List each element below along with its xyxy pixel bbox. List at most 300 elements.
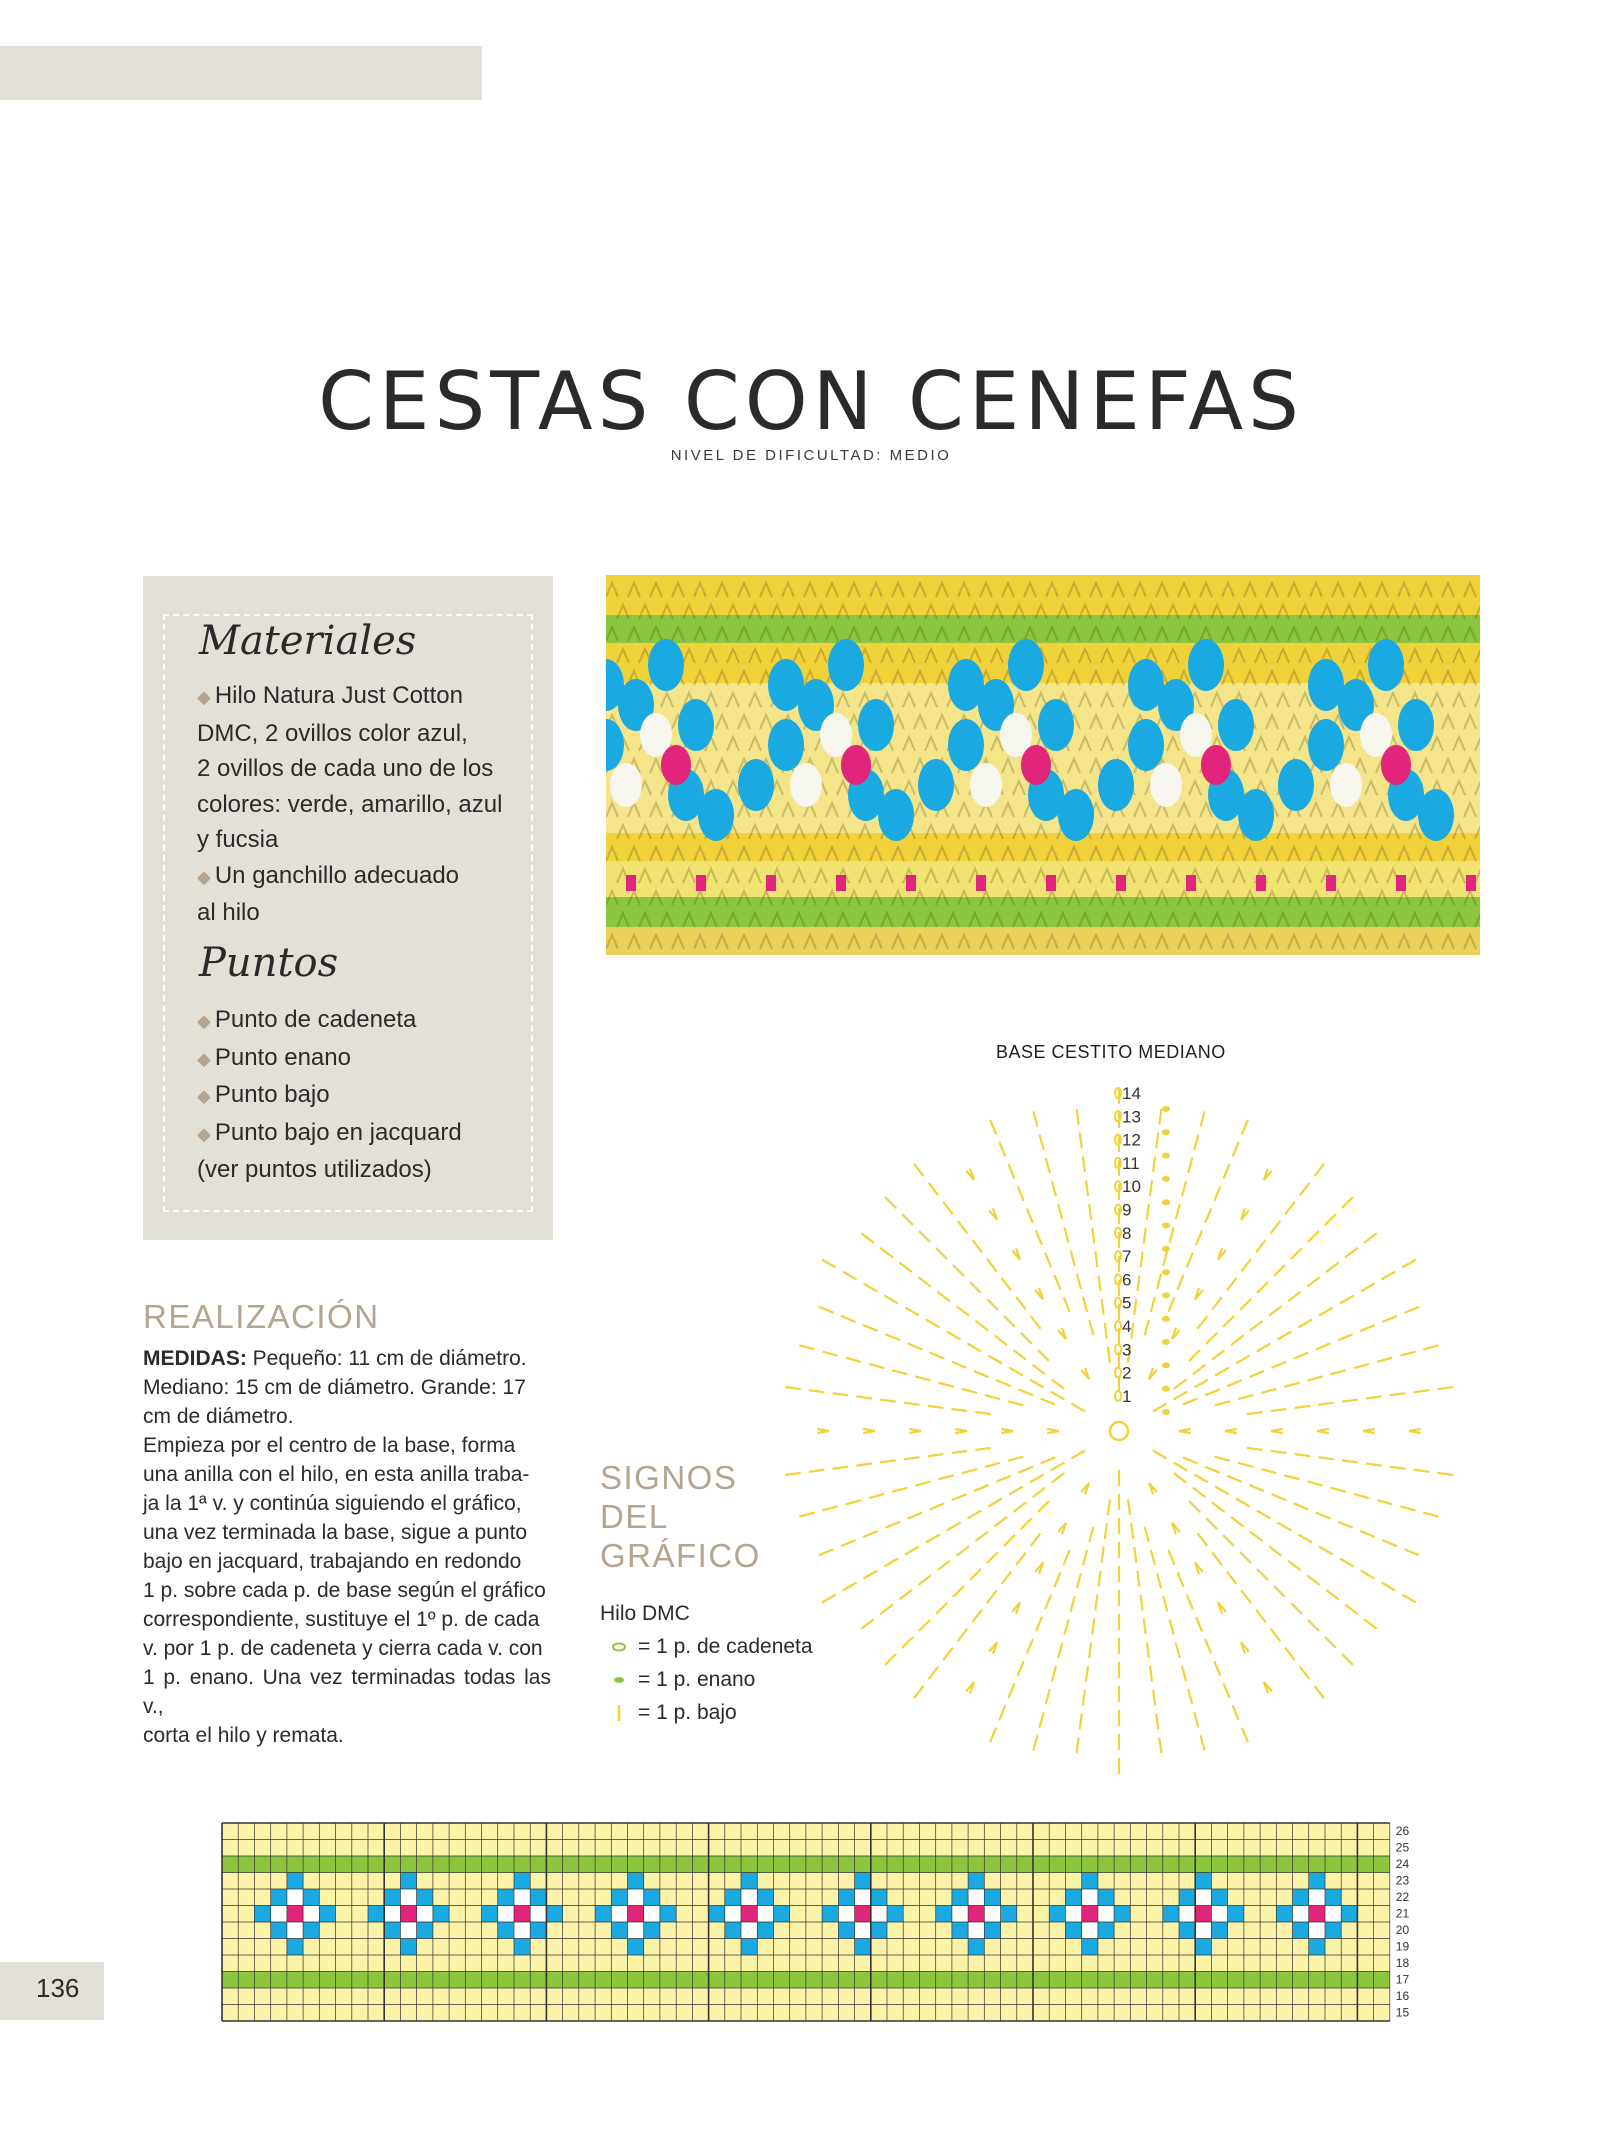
puntos-item: ◆ Punto enano	[197, 1043, 351, 1071]
jacquard-cell	[1098, 1906, 1114, 1923]
increase-mark	[1363, 1429, 1375, 1433]
single-crochet-mark	[1174, 1392, 1186, 1399]
single-crochet-mark	[1378, 1500, 1392, 1504]
single-crochet-mark	[1182, 1667, 1186, 1681]
single-crochet-mark	[1213, 1298, 1222, 1309]
increase-mark	[1081, 1368, 1089, 1379]
single-crochet-mark	[976, 1321, 987, 1330]
single-crochet-mark	[1090, 1528, 1094, 1542]
round-number-label: 11	[1122, 1153, 1140, 1173]
blue-stitch	[1368, 639, 1404, 691]
single-crochet-mark	[937, 1249, 947, 1259]
single-crochet-mark	[903, 1215, 913, 1225]
increase-mark	[1149, 1483, 1157, 1494]
slip-stitch-icon	[608, 1675, 630, 1685]
jacquard-cell	[271, 1889, 287, 1906]
single-crochet-mark	[1092, 1229, 1094, 1243]
single-crochet-mark	[1228, 1381, 1241, 1386]
single-crochet-mark	[1157, 1275, 1161, 1289]
single-crochet-mark	[1289, 1292, 1300, 1301]
jacquard-cell	[1325, 1906, 1341, 1923]
single-crochet-mark	[1175, 1380, 1186, 1389]
single-crochet-mark	[937, 1604, 947, 1614]
puntos-item: ◆ Punto bajo en jacquard	[197, 1118, 462, 1146]
jacquard-cell	[741, 1889, 757, 1906]
single-crochet-mark	[847, 1358, 861, 1362]
jacquard-cell	[757, 1889, 773, 1906]
single-crochet-mark	[1295, 1504, 1308, 1509]
slip-stitch-mark	[1162, 1362, 1170, 1368]
single-crochet-mark	[1194, 1488, 1205, 1497]
grid-row-label: 18	[1395, 1956, 1410, 1970]
single-crochet-mark	[1272, 1362, 1285, 1367]
single-crochet-mark	[1105, 1324, 1107, 1338]
single-crochet-mark	[1258, 1570, 1268, 1580]
jacquard-cell	[287, 1889, 303, 1906]
jacquard-cell	[514, 1889, 530, 1906]
single-crochet-mark	[1170, 1620, 1174, 1634]
single-crochet-mark	[1144, 1229, 1146, 1243]
jacquard-cell	[1065, 1922, 1081, 1939]
fuchsia-speck	[766, 875, 776, 891]
round-number-label: 12	[1122, 1130, 1141, 1150]
single-crochet-mark	[1308, 1482, 1322, 1486]
blue-stitch	[918, 759, 954, 811]
single-crochet-mark	[929, 1184, 938, 1195]
realizacion-text	[143, 1344, 551, 1750]
single-crochet-mark	[976, 1448, 990, 1450]
single-crochet-mark	[1342, 1198, 1352, 1208]
single-crochet-mark	[1326, 1638, 1336, 1648]
single-crochet-mark	[1002, 1279, 1011, 1290]
diamond-bullet-icon: ◆	[197, 1011, 211, 1031]
single-crochet-mark	[1040, 1135, 1044, 1149]
single-crochet-mark	[857, 1397, 871, 1399]
jacquard-chart	[220, 1821, 1460, 2023]
jacquard-cell	[287, 1939, 303, 1956]
single-crochet-mark	[1099, 1276, 1101, 1290]
increase-mark	[817, 1429, 829, 1433]
single-crochet-mark	[1207, 1333, 1217, 1343]
single-crochet-mark	[810, 1470, 824, 1472]
single-crochet-mark	[1009, 1165, 1014, 1178]
round-number-label: 3	[1122, 1340, 1132, 1360]
single-crochet-mark	[1147, 1205, 1149, 1219]
single-crochet-mark	[1215, 1662, 1220, 1675]
single-crochet-mark	[1367, 1464, 1381, 1466]
single-crochet-mark	[1320, 1547, 1332, 1554]
single-crochet-mark	[1083, 1298, 1087, 1312]
diamond-bullet-icon: ◆	[197, 866, 211, 887]
single-crochet-mark	[1308, 1377, 1322, 1381]
jacquard-cell	[611, 1906, 627, 1923]
single-crochet-mark	[1206, 1467, 1219, 1472]
single-crochet-mark	[1343, 1400, 1357, 1402]
round-chain-mark	[1115, 1368, 1121, 1378]
jacquard-cell	[887, 1906, 903, 1923]
round-number-label: 5	[1122, 1293, 1132, 1313]
increase-mark	[1081, 1483, 1089, 1494]
single-crochet-mark	[931, 1353, 944, 1358]
single-crochet-mark	[1239, 1395, 1253, 1399]
page-title: CESTAS CON CENEFAS	[318, 355, 1304, 448]
single-crochet-mark	[800, 1346, 814, 1350]
single-crochet-mark	[1233, 1143, 1238, 1156]
single-crochet-mark	[1077, 1738, 1079, 1752]
jacquard-cell	[741, 1906, 757, 1923]
single-crochet-mark	[1248, 1412, 1262, 1414]
legend-row-chain: = 1 p. de cadeneta	[608, 1630, 813, 1663]
jacquard-cell	[709, 1906, 725, 1923]
single-crochet-mark	[1224, 1316, 1234, 1326]
single-crochet-mark	[1317, 1344, 1330, 1349]
single-crochet-mark	[1355, 1494, 1369, 1498]
single-crochet-mark	[1153, 1157, 1155, 1171]
jacquard-cell	[1195, 1922, 1211, 1939]
single-crochet-mark	[1071, 1597, 1075, 1611]
single-crochet-mark	[989, 1499, 1001, 1506]
jacquard-cell	[968, 1906, 984, 1923]
single-crochet-mark	[1046, 1596, 1051, 1609]
grid-row-label: 17	[1395, 1972, 1410, 1987]
jacquard-cell	[1114, 1906, 1130, 1923]
single-crochet-mark	[1405, 1550, 1418, 1555]
single-crochet-mark	[834, 1393, 848, 1395]
single-crochet-mark	[1195, 1380, 1207, 1387]
yarn-row	[606, 927, 1480, 955]
jacquard-cell	[968, 1939, 984, 1956]
base-radial-chart	[764, 1076, 1474, 1776]
fuchsia-speck	[836, 875, 846, 891]
single-crochet-mark	[954, 1587, 964, 1597]
legend-row-slip: = 1 p. enano	[608, 1663, 813, 1696]
fuchsia-speck	[626, 875, 636, 891]
single-crochet-mark	[952, 1409, 966, 1411]
single-crochet-mark	[1206, 1640, 1211, 1653]
jacquard-cell	[1179, 1889, 1195, 1906]
single-crochet-mark	[1187, 1596, 1192, 1609]
single-crochet-mark	[1438, 1473, 1452, 1475]
slip-stitch-mark	[1162, 1409, 1170, 1415]
single-crochet-mark	[1365, 1234, 1376, 1243]
single-crochet-mark	[1332, 1488, 1346, 1492]
single-crochet-mark	[1031, 1534, 1040, 1545]
single-crochet-mark	[786, 1387, 800, 1389]
white-stitch	[970, 763, 1002, 807]
realizacion-line: cm de diámetro.	[143, 1405, 294, 1428]
jacquard-cell	[530, 1889, 546, 1906]
single-crochet-mark	[968, 1344, 980, 1351]
jacquard-cell	[1293, 1889, 1309, 1906]
single-crochet-mark	[1046, 1159, 1050, 1173]
single-crochet-mark	[1213, 1351, 1224, 1360]
increase-mark	[1241, 1642, 1249, 1653]
single-crochet-mark	[1000, 1143, 1005, 1156]
yarn-row	[606, 833, 1480, 861]
single-crochet-mark	[820, 1307, 833, 1312]
realizacion-line: v. por 1 p. de cadeneta y cierra cada v. con	[143, 1637, 543, 1660]
jacquard-cell	[628, 1889, 644, 1906]
jacquard-cell	[1082, 1889, 1098, 1906]
single-crochet-mark	[1315, 1687, 1324, 1698]
increase-mark	[1317, 1429, 1329, 1433]
legend-row-single: = 1 p. bajo	[608, 1696, 813, 1729]
single-crochet-mark	[1174, 1463, 1186, 1470]
jacquard-cell	[417, 1906, 433, 1923]
single-crochet-mark	[885, 1559, 897, 1566]
blue-stitch	[1398, 699, 1434, 751]
single-crochet-mark	[1401, 1507, 1415, 1511]
symbol-legend	[600, 1597, 813, 1729]
single-crochet-mark	[1391, 1393, 1405, 1395]
jacquard-cell	[1309, 1889, 1325, 1906]
single-crochet-mark	[1065, 1620, 1069, 1634]
blue-stitch	[1308, 719, 1344, 771]
blue-stitch	[1058, 789, 1094, 841]
jacquard-cell	[1195, 1889, 1211, 1906]
round-number-label: 9	[1122, 1200, 1132, 1220]
round-number-label: 13	[1122, 1107, 1141, 1127]
single-crochet-mark	[963, 1389, 977, 1393]
single-crochet-mark	[948, 1523, 960, 1530]
single-crochet-mark	[1308, 1576, 1319, 1585]
jacquard-cell	[984, 1889, 1000, 1906]
increase-mark	[1195, 1288, 1203, 1299]
single-crochet-mark	[1131, 1324, 1133, 1338]
jacquard-cell	[514, 1922, 530, 1939]
fuchsia-stitch	[1021, 745, 1051, 785]
single-crochet-mark	[1378, 1358, 1392, 1362]
jacquard-cell	[1065, 1906, 1081, 1923]
single-crochet-mark	[903, 1638, 913, 1648]
jacquard-cell	[1309, 1873, 1325, 1890]
jacquard-cell	[482, 1906, 498, 1923]
single-crochet-mark	[1403, 1260, 1415, 1267]
jacquard-cell	[400, 1939, 416, 1956]
single-crochet-mark	[842, 1540, 855, 1545]
single-crochet-mark	[886, 1198, 896, 1208]
single-crochet-mark	[1341, 1296, 1353, 1303]
single-crochet-mark	[864, 1571, 876, 1578]
increase-mark	[1035, 1288, 1043, 1299]
single-crochet-mark	[1292, 1604, 1302, 1614]
puntos-heading: Puntos	[199, 940, 339, 986]
single-crochet-mark	[1108, 1348, 1110, 1362]
increase-mark	[1264, 1682, 1272, 1693]
single-crochet-mark	[1058, 1644, 1062, 1658]
round-number-label: 7	[1122, 1247, 1132, 1267]
white-stitch	[1150, 763, 1182, 807]
realizacion-line: corta el hilo y remata.	[143, 1724, 344, 1747]
grid-row-label: 22	[1395, 1890, 1410, 1904]
single-crochet-mark	[1198, 1534, 1207, 1545]
single-crochet-mark	[1145, 1321, 1149, 1335]
grid-row-label: 16	[1395, 1989, 1410, 2003]
increase-mark	[909, 1429, 921, 1433]
jacquard-cell	[1082, 1922, 1098, 1939]
single-crochet-mark	[1128, 1500, 1130, 1514]
single-crochet-mark	[1332, 1370, 1346, 1374]
single-crochet-mark	[1401, 1352, 1415, 1356]
jacquard-cell	[530, 1922, 546, 1939]
single-crochet-mark	[1346, 1248, 1357, 1257]
blue-stitch	[1418, 789, 1454, 841]
single-crochet-mark	[1004, 1316, 1014, 1326]
jacquard-cell	[417, 1922, 433, 1939]
increase-mark	[1172, 1523, 1180, 1534]
single-crochet-mark	[862, 1620, 873, 1629]
round-number-label: 2	[1122, 1363, 1132, 1383]
jacquard-cell	[514, 1906, 530, 1923]
single-crochet-mark	[1224, 1536, 1234, 1546]
single-crochet-mark	[1216, 1368, 1228, 1375]
jacquard-cell	[725, 1906, 741, 1923]
grid-row-label: 25	[1395, 1840, 1410, 1855]
single-crochet-mark	[1144, 1619, 1146, 1633]
white-stitch	[610, 763, 642, 807]
single-crochet-mark	[971, 1570, 981, 1580]
single-crochet-mark	[1198, 1317, 1207, 1328]
single-crochet-mark	[1080, 1715, 1082, 1729]
top-decorative-band	[0, 46, 482, 100]
single-crochet-mark	[1009, 1684, 1014, 1697]
jacquard-cell	[855, 1906, 871, 1923]
single-crochet-mark	[995, 1336, 1006, 1345]
single-crochet-mark	[997, 1476, 1010, 1481]
single-crochet-mark	[1014, 1503, 1025, 1512]
blue-stitch	[1128, 719, 1164, 771]
single-crochet-mark	[1064, 1298, 1069, 1311]
single-crochet-mark	[988, 1591, 997, 1602]
fuchsia-speck	[1046, 875, 1056, 891]
single-crochet-mark	[1257, 1610, 1266, 1621]
single-crochet-mark	[971, 1283, 981, 1293]
single-crochet-mark	[1233, 1706, 1238, 1719]
jacquard-cell	[855, 1922, 871, 1939]
single-crochet-mark	[1286, 1648, 1295, 1659]
materials-panel	[143, 576, 553, 1240]
jacquard-cell	[303, 1922, 319, 1939]
increase-mark	[966, 1682, 974, 1693]
single-crochet-mark	[900, 1591, 911, 1600]
jacquard-cell	[838, 1922, 854, 1939]
increase-mark	[1035, 1563, 1043, 1574]
fuchsia-stitch	[1201, 745, 1231, 785]
jacquard-cell	[741, 1873, 757, 1890]
jacquard-cell	[1309, 1906, 1325, 1923]
single-crochet-mark	[1251, 1532, 1262, 1541]
single-crochet-mark	[886, 1335, 899, 1340]
blue-stitch	[698, 789, 734, 841]
jacquard-cell	[1195, 1939, 1211, 1956]
jacquard-cell	[855, 1873, 871, 1890]
single-crochet-mark	[1187, 1254, 1192, 1267]
single-crochet-mark	[1320, 1308, 1332, 1315]
single-crochet-mark	[1241, 1553, 1251, 1563]
jacquard-cell	[644, 1922, 660, 1939]
jacquard-cell	[611, 1889, 627, 1906]
single-crochet-mark	[1289, 1561, 1300, 1570]
single-crochet-mark	[1031, 1475, 1043, 1482]
single-crochet-mark	[870, 1494, 884, 1498]
single-crochet-mark	[1258, 1283, 1268, 1293]
single-crochet-mark	[1086, 1181, 1088, 1195]
increase-mark	[1058, 1328, 1066, 1339]
jacquard-cell	[968, 1889, 984, 1906]
single-crochet-mark	[919, 1278, 930, 1287]
jacquard-cell	[757, 1906, 773, 1923]
single-crochet-mark	[1285, 1383, 1299, 1387]
slip-stitch-mark	[1162, 1246, 1170, 1252]
single-crochet-mark	[1242, 1729, 1247, 1742]
single-crochet-mark	[1271, 1629, 1280, 1640]
single-crochet-mark	[847, 1500, 861, 1504]
jacquard-cell	[1179, 1922, 1195, 1939]
jacquard-cell	[984, 1906, 1000, 1923]
single-crochet-mark	[1031, 1380, 1043, 1387]
jacquard-cell	[595, 1906, 611, 1923]
single-crochet-mark	[1237, 1499, 1249, 1506]
jacquard-cell	[384, 1889, 400, 1906]
single-crochet-mark	[1232, 1336, 1243, 1345]
single-crochet-mark	[1207, 1519, 1217, 1529]
realizacion-line: correspondiente, sustituye el 1º p. de cada	[143, 1608, 540, 1631]
jacquard-cell	[1325, 1922, 1341, 1939]
jacquard-cell	[417, 1889, 433, 1906]
jacquard-cell	[514, 1939, 530, 1956]
single-crochet-mark	[1160, 1738, 1162, 1752]
puntos-list	[197, 1002, 517, 1188]
single-crochet-mark	[1206, 1390, 1219, 1395]
jacquard-cell	[611, 1922, 627, 1939]
white-stitch	[790, 763, 822, 807]
diamond-bullet-icon: ◆	[197, 1086, 211, 1106]
chain-stitch-icon	[608, 1642, 630, 1652]
crochet-sample-photo	[606, 575, 1480, 955]
single-crochet-mark	[1415, 1390, 1429, 1392]
single-crochet-mark	[1270, 1307, 1281, 1316]
blue-stitch	[1098, 759, 1134, 811]
single-crochet-mark	[986, 1395, 1000, 1399]
single-crochet-mark	[995, 1517, 1006, 1526]
realizacion-line: una vez terminada la base, sigue a punto	[143, 1521, 528, 1544]
realizacion-line: 1 p. sobre cada p. de base según el gráfico	[143, 1579, 546, 1602]
single-crochet-mark	[1014, 1351, 1025, 1360]
single-crochet-mark	[1064, 1551, 1069, 1564]
single-crochet-mark	[1065, 1228, 1069, 1242]
single-crochet-mark	[1415, 1470, 1429, 1472]
single-crochet-mark	[1160, 1110, 1162, 1124]
diamond-bullet-icon: ◆	[197, 1123, 211, 1144]
single-crochet-mark	[1009, 1457, 1023, 1461]
single-crochet-mark	[957, 1307, 968, 1316]
single-crochet-mark	[1405, 1307, 1418, 1312]
single-crochet-mark	[886, 1654, 896, 1664]
single-crochet-mark	[1010, 1487, 1022, 1494]
increase-mark	[955, 1429, 967, 1433]
jacquard-cell	[287, 1873, 303, 1890]
single-crochet-mark	[1438, 1387, 1452, 1389]
jacquard-cell	[968, 1922, 984, 1939]
single-crochet-mark	[1038, 1350, 1048, 1360]
increase-mark	[1012, 1603, 1020, 1614]
single-crochet-mark	[893, 1370, 907, 1374]
grid-row-label: 15	[1395, 2005, 1410, 2020]
single-crochet-mark	[1315, 1164, 1324, 1175]
single-crochet-mark	[1272, 1409, 1286, 1411]
fuchsia-speck	[1466, 875, 1476, 891]
blue-stitch	[1188, 639, 1224, 691]
